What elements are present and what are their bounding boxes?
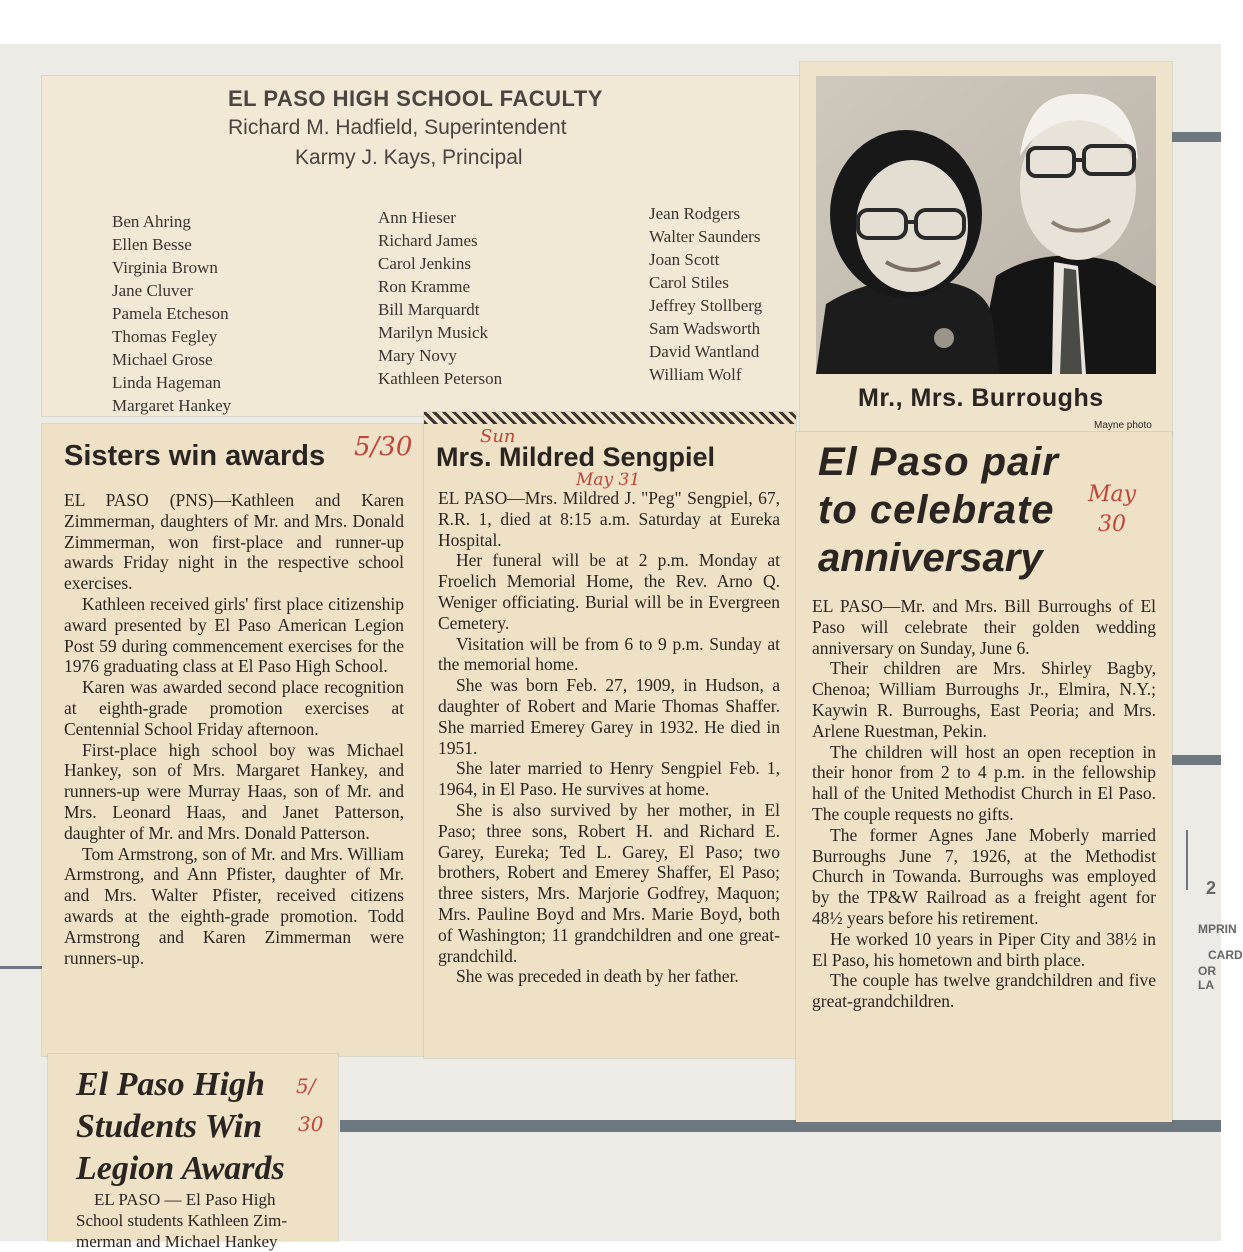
sisters-headline: Sisters win awards bbox=[64, 440, 326, 472]
faculty-title: EL PASO HIGH SCHOOL FACULTY bbox=[228, 86, 603, 111]
faculty-column-2 bbox=[378, 206, 502, 390]
faculty-name: Ann Hieser bbox=[378, 208, 456, 227]
anniversary-clipping bbox=[796, 432, 1172, 1122]
anniversary-paragraph: The couple has twelve grandchildren and five great-grandchildren. bbox=[812, 970, 1156, 1012]
couple-photo bbox=[816, 76, 1156, 374]
faculty-name: Michael Grose bbox=[112, 350, 213, 369]
obituary-paragraph: She was born Feb. 27, 1909, in Hudson, a daughter of Robert and Marie Thomas Shaffer. She married Emerey Garey in 1932. He died in 1951. bbox=[438, 675, 780, 758]
faculty-column-3 bbox=[649, 202, 762, 386]
legion-headline-1: El Paso High bbox=[76, 1066, 265, 1103]
sisters-paragraph: First-place high school boy was Michael Hankey, son of Mrs. Margaret Hankey, and runners-up were Murray Haas, son of Mr. and Mrs. Leonard Haas, and Janet Patterson, daughter of Mr. and Mrs. Donald Patterson. bbox=[64, 739, 404, 843]
obituary-paragraph: She is also survived by her mother, in El Paso; three sons, Robert H. and Richard E. Garey, Eureka; Ted L. Garey, El Paso; two brothers, Robert and Emerey Shaffer, El Paso; three sisters, Mrs. Marjorie Godfrey, Maquon; Mrs. Pauline Boyd and Mrs. Marie Boyd, both of Washington; 11 grandchildren and one great-grandchild. bbox=[438, 799, 780, 966]
legion-headline-3: Legion Awards bbox=[76, 1150, 285, 1187]
obituary-paragraph: Her funeral will be at 2 p.m. Monday at Froelich Memorial Home, the Rev. Arno Q. Weniger officiating. Burial will be in Evergreen Cemetery. bbox=[438, 550, 780, 633]
anniversary-headline-1: El Paso pair bbox=[818, 440, 1059, 484]
anniversary-paragraph: Their children are Mrs. Shirley Bagby, Chenoa; William Burroughs Jr., Elmira, N.Y.; Kaywin R. Burroughs, East Peoria; and Mrs. Arlene Ruestman, Pekin. bbox=[812, 658, 1156, 741]
obituary-clipping bbox=[424, 412, 796, 1058]
faculty-name: Marilyn Musick bbox=[378, 323, 489, 342]
legion-note-b: 30 bbox=[298, 1112, 324, 1136]
faculty-name: Ron Kramme bbox=[378, 277, 471, 296]
obituary-paragraph: EL PASO—Mrs. Mildred J. "Peg" Sengpiel, 67, R.R. 1, died at 8:15 a.m. Saturday at Eureka Hospital. bbox=[438, 488, 780, 550]
faculty-name: Joan Scott bbox=[649, 250, 720, 269]
sisters-clipping bbox=[42, 424, 424, 1056]
faculty-name: Walter Saunders bbox=[649, 227, 761, 246]
faculty-name: Linda Hageman bbox=[112, 373, 222, 392]
faculty-name: Ellen Besse bbox=[112, 235, 192, 254]
photo-clipping bbox=[800, 62, 1172, 437]
anniversary-paragraph: EL PASO—Mr. and Mrs. Bill Burroughs of El Paso will celebrate their golden wedding anniversary on Sunday, June 6. bbox=[812, 596, 1156, 658]
obituary-border bbox=[424, 412, 796, 424]
page-rule-mid-right bbox=[1172, 755, 1221, 765]
faculty-name: Jeffrey Stollberg bbox=[649, 296, 763, 315]
faculty-name: Virginia Brown bbox=[112, 258, 218, 277]
faculty-name: Pamela Etcheson bbox=[112, 304, 229, 323]
photo-credit: Mayne photo bbox=[1094, 420, 1152, 431]
page-rule-vertical bbox=[1186, 830, 1188, 890]
legion-body-2: School students Kathleen Zim- bbox=[76, 1211, 288, 1230]
sisters-paragraph: Karen was awarded second place recognition at eighth-grade promotion exercises at Centennial School Friday afternoon. bbox=[64, 677, 404, 739]
faculty-name: David Wantland bbox=[649, 342, 760, 361]
anniversary-paragraph: The former Agnes Jane Moberly married Burroughs June 7, 1926, at the Methodist Church in Towanda. Burroughs was employed by the TP&W Railroad as a freight agent for 48½ years before his retirement. bbox=[812, 824, 1156, 928]
sisters-paragraph: Tom Armstrong, son of Mr. and Mrs. William Armstrong, and Ann Pfister, daughter of Mr. and Mrs. Walter Pfister, received citizens awards at the eighth-grade promotion. Todd Armstrong and Karen Zimmerman were runners-up. bbox=[64, 843, 404, 968]
faculty-name: Richard James bbox=[378, 231, 478, 250]
couple-photo-image bbox=[816, 76, 1156, 374]
legion-clipping bbox=[48, 1054, 338, 1251]
legion-note-a: 5/ bbox=[296, 1074, 316, 1098]
faculty-name: Thomas Fegley bbox=[112, 327, 218, 346]
legion-headline-2: Students Win bbox=[76, 1108, 263, 1145]
faculty-name: Mary Novy bbox=[378, 346, 457, 365]
faculty-name: Jane Cluver bbox=[112, 281, 193, 300]
faculty-name: Sam Wadsworth bbox=[649, 319, 761, 338]
anniversary-headline-3: anniversary bbox=[818, 536, 1043, 580]
obituary-paragraph: She was preceded in death by her father. bbox=[456, 966, 739, 987]
edge-text-b: MPRIN bbox=[1198, 922, 1237, 936]
obituary-paragraph: She later married to Henry Sengpiel Feb. 1, 1964, in El Paso. He survives at home. bbox=[438, 758, 780, 800]
faculty-principal: Karmy J. Kays, Principal bbox=[295, 146, 523, 169]
anniversary-note: May 30 bbox=[1087, 482, 1137, 537]
obituary-body bbox=[438, 488, 780, 987]
legion-body-3: merman and Michael Hankey bbox=[76, 1232, 278, 1251]
obituary-note-top: Sun bbox=[480, 426, 516, 447]
faculty-name: Bill Marquardt bbox=[378, 300, 480, 319]
page-rule-left bbox=[0, 966, 42, 969]
obituary-headline: Mrs. Mildred Sengpiel bbox=[436, 442, 716, 472]
sisters-paragraph: EL PASO (PNS)—Kathleen and Karen Zimmerman, daughters of Mr. and Mrs. Donald Zimmerman, won first-place and runner-up awards Friday night in the respective school exercises. bbox=[64, 490, 404, 594]
sisters-paragraph: Kathleen received girls' first place citizenship award presented by El Paso American Legion Post 59 during commencement exercises for the 1976 graduating class at El Paso High School. bbox=[64, 593, 404, 677]
faculty-clipping bbox=[42, 76, 800, 416]
edge-text-a: 2 bbox=[1206, 878, 1217, 898]
faculty-name: Ben Ahring bbox=[112, 212, 191, 231]
anniversary-headline-2: to celebrate bbox=[818, 488, 1055, 532]
photo-caption: Mr., Mrs. Burroughs bbox=[858, 384, 1104, 412]
sisters-body bbox=[64, 490, 404, 968]
legion-body-1: EL PASO — El Paso High bbox=[94, 1190, 276, 1209]
edge-text-d: OR LA bbox=[1198, 964, 1216, 992]
anniversary-body bbox=[812, 596, 1156, 1012]
sisters-note: 5/30 bbox=[354, 432, 413, 462]
anniversary-paragraph: The children will host an open reception in their honor from 2 to 4 p.m. in the fellowship hall of the United Methodist Church in El Paso. The couple requests no gifts. bbox=[812, 741, 1156, 824]
faculty-superintendent: Richard M. Hadfield, Superintendent bbox=[228, 116, 567, 139]
anniversary-paragraph: He worked 10 years in Piper City and 38½ in El Paso, his hometown and birth place. bbox=[812, 928, 1156, 970]
faculty-column-1 bbox=[112, 210, 231, 417]
faculty-name: Carol Stiles bbox=[649, 273, 729, 292]
obituary-paragraph: Visitation will be from 6 to 9 p.m. Sunday at the memorial home. bbox=[438, 633, 780, 675]
obituary-note-date: May 31 bbox=[576, 470, 641, 490]
faculty-name: Carol Jenkins bbox=[378, 254, 472, 273]
faculty-name: William Wolf bbox=[649, 365, 742, 384]
page-rule-top-right bbox=[1172, 132, 1221, 142]
faculty-name: Kathleen Peterson bbox=[378, 369, 503, 388]
faculty-name: Jean Rodgers bbox=[649, 204, 741, 223]
edge-text-c: CARD bbox=[1208, 948, 1243, 962]
faculty-name: Margaret Hankey bbox=[112, 396, 232, 415]
